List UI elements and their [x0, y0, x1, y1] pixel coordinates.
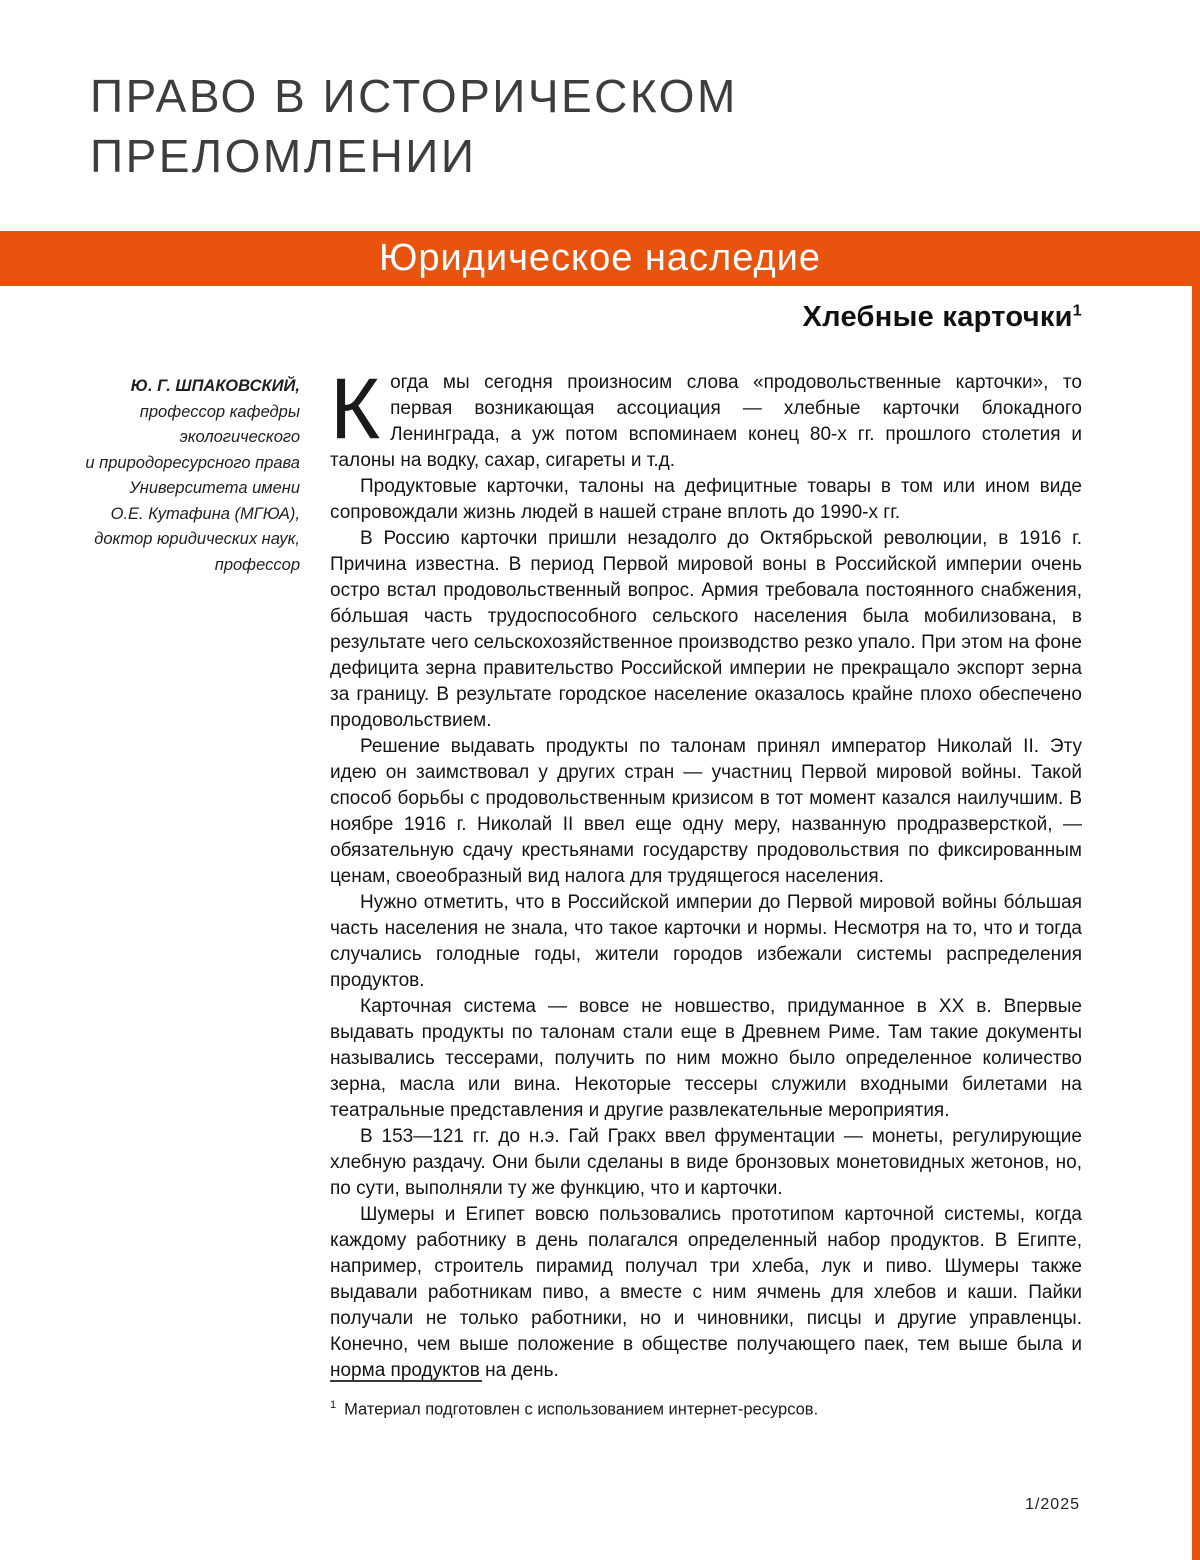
lead-paragraph [330, 361, 1082, 474]
author-credential: доктор юридических наук, [94, 530, 300, 548]
article-title [803, 301, 1082, 334]
author-credential: экологического [179, 428, 300, 446]
paragraph: Шумеры и Египет вовсю пользовались прототипом карточной системы, когда каждому работнику в день полагался определенный набор продуктов. В Египте, например, строитель пирамид получал три хлеба, лук и пиво. Шумеры также выдавали работникам пиво, а вместе с ним ячмень для хлебов и каши. Пайки получали не только работники, но и чиновники, писцы и другие управленцы. Конечно, чем выше положение в обществе получающего паек, тем выше была и норма продуктов на день. [330, 1204, 1082, 1381]
section-heading [90, 66, 738, 186]
author-credential: профессор кафедры [139, 402, 300, 421]
footnote-body: Материал подготовлен с использованием интернет-ресурсов. [344, 1400, 819, 1419]
title-footnote-mark: 1 [1072, 302, 1082, 320]
paragraph: Продуктовые карточки, талоны на дефицитные товары в том или ином виде сопровождали жизнь людей в нашей стране вплоть до 1990-х гг. [330, 476, 1082, 523]
paragraph: Нужно отметить, что в Российской империи до Первой мировой войны бо́льшая часть населения не знала, что такое карточки и нормы. Несмотря на то, что и тогда случались голодные годы, жители городов избежали системы распределения продуктов. [330, 892, 1082, 991]
footnote-rule [330, 1380, 482, 1382]
lead-paragraph-text: огда мы сегодня произносим слова «продовольственные карточки», то первая возникающая ассоциация — хлебные карточки блокадного Ленинграда, а уж потом вспоминаем конец 80-х гг. прошлого столетия и талоны на водку, сахар, сигареты и т.д. [330, 372, 1082, 471]
author-credential: профессор [214, 555, 300, 574]
dropcap: К [330, 361, 381, 457]
footnote-mark: 1 [330, 1399, 337, 1411]
author-credential: и природоресурсного права [85, 453, 300, 472]
page-number: 1/2025 [1025, 1496, 1080, 1513]
footnote [330, 1380, 1082, 1421]
paragraph: В 153—121 гг. до н.э. Гай Гракх ввел фрументации — монеты, регулирующие хлебную раздачу. Они были сделаны в виде бронзовых монетовидных жетонов, но, по сути, выполняли ту же функцию, что и карточки. [330, 1126, 1082, 1199]
author-credential: Университета имени [129, 479, 300, 497]
section-heading-line-1: ПРАВО В ИСТОРИЧЕСКОМ [90, 70, 738, 122]
rubric-banner [0, 231, 1200, 286]
rubric-banner-label: Юридическое наследие [378, 237, 822, 279]
paragraph: Решение выдавать продукты по талонам принял император Николай II. Эту идею он заимствовал у других стран — участниц Первой мировой войны. Такой способ борьбы с продовольственным кризисом в тот момент казался наилучшим. В ноябре 1916 г. Николай II ввел еще одну меру, названную продразверсткой, — обязательную сдачу крестьянами государству продовольствия по фиксированным ценам, своеобразный вид налога для трудящегося населения. [330, 736, 1082, 887]
section-heading-line-2: ПРЕЛОМЛЕНИИ [90, 130, 477, 182]
footnote-text [330, 1394, 1082, 1421]
paragraph: В Россию карточки пришли незадолго до Октябрьской революции, в 1916 г. Причина известна. В период Первой мировой воны в Российской империи очень остро встал продовольственный вопрос. Армия требовала постоянного снабжения, бо́льшая часть трудоспособного сельского населения была мобилизована, в результате чего сельскохозяйственное производство резко упало. При этом на фоне дефицита зерна правительство Российской империи не прекращало экспорт зерна за границу. В результате городское население оказалось крайне плохо обеспечено продовольствием. [330, 528, 1082, 731]
article-title-text: Хлебные карточки [802, 301, 1073, 333]
accent-stripe [1192, 231, 1200, 1560]
author-credential: О.Е. Кутафина (МГЮА), [110, 504, 300, 523]
article-body [330, 361, 1082, 1384]
author-name: Ю. Г. ШПАКОВСКИЙ, [130, 377, 300, 395]
author-block [70, 374, 300, 578]
paragraph: Карточная система — вовсе не новшество, придуманное в XX в. Впервые выдавать продукты по талонам стали еще в Древнем Риме. Там такие документы назывались тессерами, получить по ним можно было определенное количество зерна, масла или вина. Некоторые тессеры служили входными билетами на театральные представления и другие развлекательные мероприятия. [330, 996, 1082, 1121]
